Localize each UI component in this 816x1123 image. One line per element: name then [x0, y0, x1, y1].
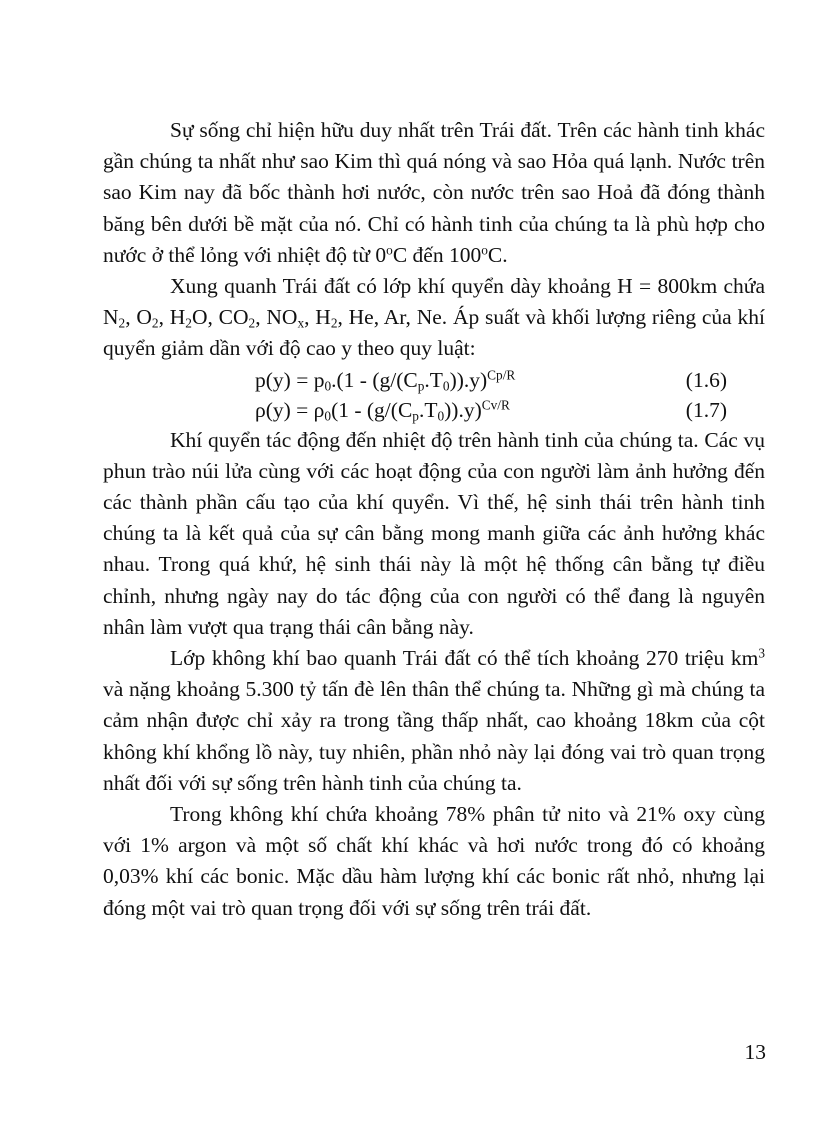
paragraph-text: , H [304, 305, 331, 330]
paragraph-text: C đến 100 [392, 242, 482, 267]
subscript: 2 [330, 315, 338, 331]
paragraph-text: , H [158, 305, 186, 330]
equation-expression [255, 395, 510, 425]
equation-part: .(1 - (g/(C [331, 367, 418, 392]
equation-part: )).y) [449, 367, 488, 392]
equation-density [103, 395, 765, 425]
paragraph-text: Lớp không khí bao quanh Trái đất có thể tích khoảng 270 triệu km [170, 646, 759, 671]
paragraph-life-on-earth [103, 115, 765, 271]
paragraph-air-composition: Trong không khí chứa khoảng 78% phân tử nito và 21% oxy cùng với 1% argon và một số chất khí khác và hơi nước trong đó có khoảng 0,03% khí các bonic. Mặc dầu hàm lượng khí các bonic rất nhỏ, nhưng lại đóng một vai trò quan trọng đối với sự sống trên trái đất. [103, 802, 765, 920]
paragraph-air-volume [103, 643, 765, 799]
page-number: 13 [744, 1040, 766, 1064]
equation-part: )).y) [444, 397, 482, 422]
paragraph-text: , O [125, 305, 152, 330]
paragraph-atmosphere-composition [103, 271, 765, 365]
equation-part: ρ(y) = ρ [255, 397, 325, 422]
subscript: 2 [185, 315, 192, 331]
subscript: 0 [324, 408, 332, 424]
equation-expression [255, 365, 515, 395]
paragraph-text: C. [487, 242, 508, 267]
exponent: Cp/R [487, 367, 516, 383]
paragraph-climate-impact: Khí quyển tác động đến nhiệt độ trên hành tinh của chúng ta. Các vụ phun trào núi lửa cùng với các hoạt động của con người làm ảnh hưởng đến các thành phần cấu tạo của khí quyển. Vì thế, hệ sinh thái trên hành tinh chúng ta là kết quả của sự cân bằng mong manh giữa các ảnh hưởng khác nhau. Trong quá khứ, hệ sinh thái này là một hệ thống cân bằng tự điều chỉnh, nhưng ngày nay do tác động của con người có thể đang là nguyên nhân làm vượt qua trạng thái cân bằng này. [103, 427, 765, 639]
subscript: 0 [324, 378, 332, 394]
equation-part: .T [424, 367, 443, 392]
degree-superscript: o [481, 242, 488, 258]
subscript: 0 [437, 408, 445, 424]
paragraph-text: Xung quanh Trái đất có lớp khí quyển dày khoảng H = 800km chứa N [103, 274, 765, 330]
degree-superscript: o [386, 242, 393, 258]
subscript: 0 [442, 378, 450, 394]
equation-pressure [103, 365, 765, 395]
subscript: p [412, 408, 419, 424]
subscript: 2 [151, 315, 159, 331]
equation-number: (1.7) [685, 397, 727, 422]
paragraph-text: và nặng khoảng 5.300 tỷ tấn đè lên thân thể chúng ta. Những gì mà chúng ta cảm nhận được chỉ xảy ra trong tầng thấp nhất, cao khoảng 18km của cột không khí khổng lồ này, tuy nhiên, phần nhỏ này lại đóng vai trò quan trọng nhất đối với sự sống trên hành tinh của chúng ta. [103, 677, 765, 795]
superscript: 3 [758, 645, 765, 661]
paragraph-text: , NO [255, 305, 298, 330]
paragraph-text: O, CO [191, 305, 249, 330]
body-text [103, 115, 765, 924]
equation-part: (1 - (g/(C [331, 397, 413, 422]
paragraph-text: , He, Ar, Ne. Áp suất và khối lượng riêng của khí quyển giảm dần với độ cao y theo quy luật: [103, 305, 765, 361]
subscript: p [417, 378, 425, 394]
subscript: 2 [248, 315, 256, 331]
subscript: x [297, 315, 305, 331]
paragraph-text: Sự sống chỉ hiện hữu duy nhất trên Trái đất. Trên các hành tinh khác gần chúng ta nhất như sao Kim thì quá nóng và sao Hỏa quá lạnh. Nước trên sao Kim nay đã bốc thành hơi nước, còn nước trên sao Hoả đã đóng thành băng bên dưới bề mặt của nó. Chỉ có hành tinh của chúng ta là phù hợp cho nước ở thể lỏng với nhiệt độ từ 0 [103, 118, 765, 267]
equation-part: p(y) = p [255, 367, 325, 392]
equation-part: .T [418, 397, 438, 422]
subscript: 2 [118, 315, 126, 331]
equation-number: (1.6) [685, 367, 727, 392]
exponent: Cv/R [481, 397, 510, 413]
